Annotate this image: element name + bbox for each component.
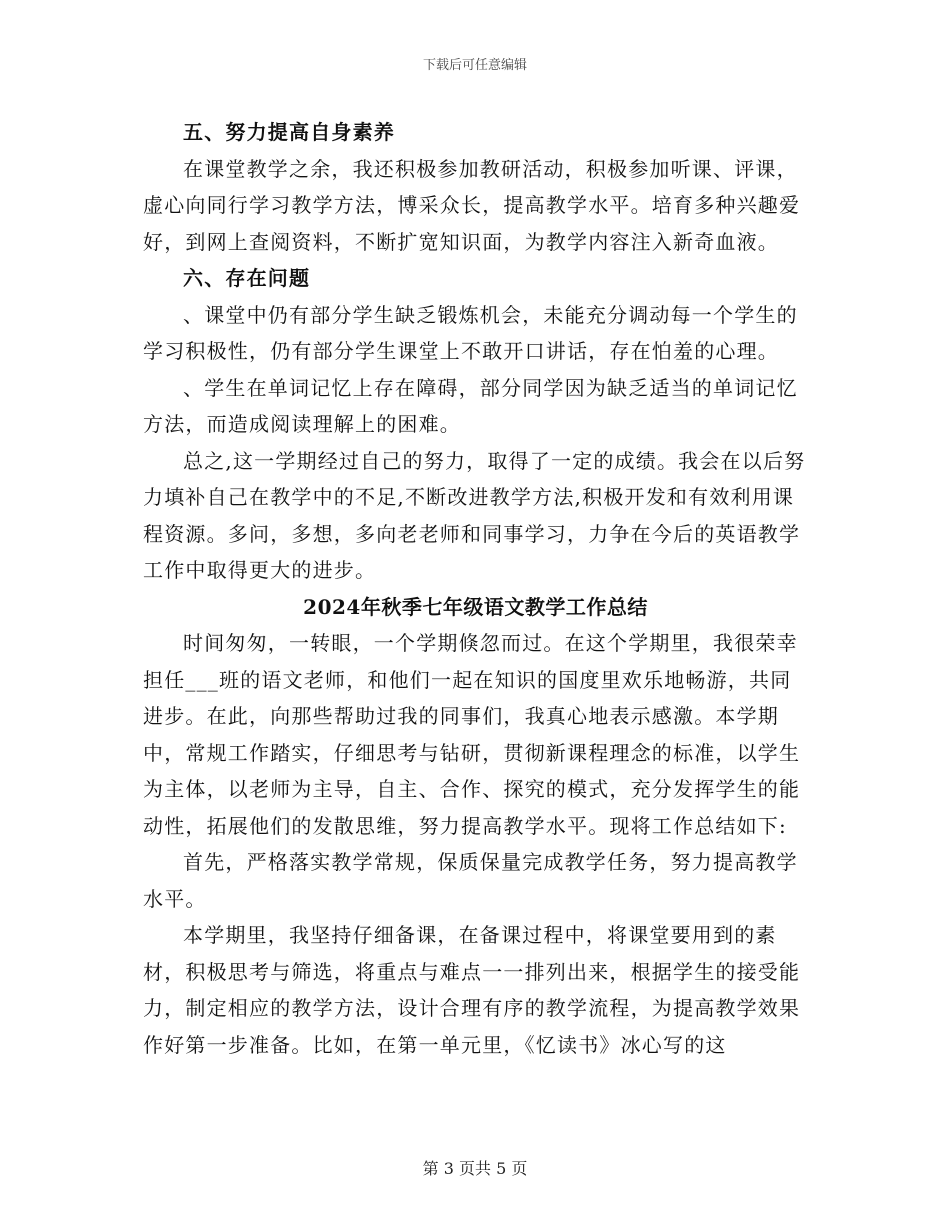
paragraph: 本学期里，我坚持仔细备课，在备课过程中，将课堂要用到的素材，积极思考与筛选，将重点与难点一一排列出来，根据学生的接受能力，制定相应的教学方法，设计合理有序的教学流程，为提高教学效果作好第一步准备。比如，在第一单元里，《忆读书》冰心写的这	[143, 923, 801, 1057]
article-title: 2024年秋季七年级语文教学工作总结	[303, 594, 648, 619]
paragraph: 时间匆匆，一转眼，一个学期倏忽而过。在这个学期里，我很荣幸担任___班的语文老师，和他们一起在知识的国度里欢乐地畅游，共同进步。在此，向那些帮助过我的同事们，我真心地表示感激。本学期中，常规工作踏实，仔细思考与钻研，贯彻新课程理念的标准，以学生为主体，以老师为主导，自主、合作、探究的模式，充分发挥学生的能动性，拓展他们的发散思维，努力提高教学水平。现将工作总结如下:	[143, 631, 801, 838]
section-heading: 五、努力提高自身素养	[183, 120, 395, 144]
paragraph: 总之,这一学期经过自己的努力，取得了一定的成绩。我会在以后努力填补自己在教学中的不足,不断改进教学方法,积极开发和有效利用课程资源。多问，多想，多向老老师和同事学习，力争在今后的英语教学工作中取得更大的进步。	[143, 448, 806, 582]
paragraph: 、学生在单词记忆上存在障碍，部分同学因为缺乏适当的单词记忆方法，而造成阅读理解上的困难。	[143, 375, 798, 436]
paragraph: 在课堂教学之余，我还积极参加教研活动，积极参加听课、评课，虚心向同行学习教学方法，博采众长，提高教学水平。培育多种兴趣爱好，到网上查阅资料，不断扩宽知识面，为教学内容注入新奇血液。	[143, 156, 801, 254]
page-footer: 第 3 页共 5 页	[422, 1159, 528, 1178]
section-heading: 六、存在问题	[183, 266, 311, 290]
page-header: 下载后可任意编辑	[422, 58, 527, 73]
document-body	[143, 114, 808, 1063]
paragraph: 首先，严格落实教学常规，保质保量完成教学任务，努力提高教学水平。	[143, 850, 798, 911]
paragraph: 、课堂中仍有部分学生缺乏锻炼机会，未能充分调动每一个学生的学习积极性，仍有部分学生课堂上不敢开口讲话，存在怕羞的心理。	[143, 302, 798, 363]
